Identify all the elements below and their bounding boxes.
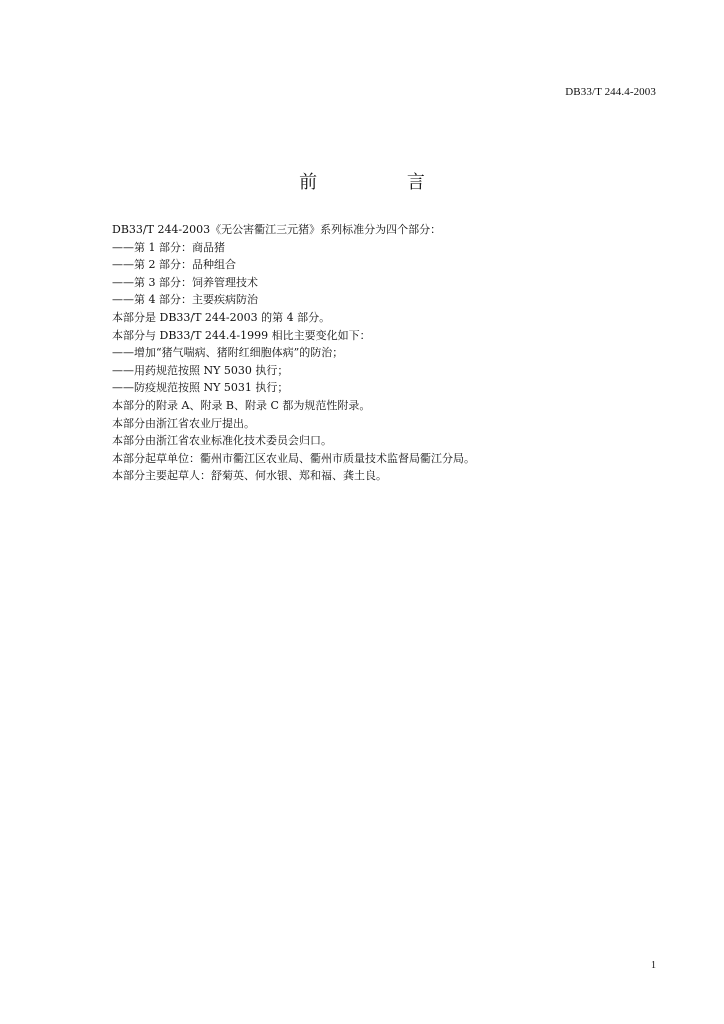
foreword-content xyxy=(112,221,672,485)
foreword-current-part: 本部分是 DB33/T 244-2003 的第 4 部分。 xyxy=(112,310,331,324)
foreword-change-2: ——用药规范按照 NY 5030 执行； xyxy=(112,363,289,377)
foreword-main-drafters: 本部分主要起草人：舒菊英、何水银、郑和福、龚土良。 xyxy=(112,469,387,483)
foreword-part-1: ——第 1 部分：商品猪 xyxy=(112,240,225,254)
document-code: DB33/T 244.4-2003 xyxy=(565,86,656,98)
foreword-series-intro: DB33/T 244-2003《无公害衢江三元猪》系列标准分为四个部分： xyxy=(112,223,442,236)
foreword-change-1: ——增加“猪气喘病、猪附红细胞体病”的防治； xyxy=(112,346,344,360)
foreword-change-3: ——防疫规范按照 NY 5031 执行； xyxy=(112,381,289,395)
foreword-part-3: ——第 3 部分：饲养管理技术 xyxy=(112,275,258,289)
foreword-drafting-units: 本部分起草单位：衢州市衢江区农业局、衢州市质量技术监督局衢江分局。 xyxy=(112,451,475,465)
foreword-appendices: 本部分的附录 A、附录 B、附录 C 都为规范性附录。 xyxy=(112,398,371,412)
page-title: 前 言 xyxy=(299,172,467,194)
foreword-part-2: ——第 2 部分：品种组合 xyxy=(112,258,236,272)
page-number: 1 xyxy=(651,960,656,971)
foreword-part-4: ——第 4 部分：主要疾病防治 xyxy=(112,293,258,307)
foreword-proposer: 本部分由浙江省农业厅提出。 xyxy=(112,416,255,430)
foreword-centralized-by: 本部分由浙江省农业标准化技术委员会归口。 xyxy=(112,434,332,448)
foreword-changes-intro: 本部分与 DB33/T 244.4-1999 相比主要变化如下： xyxy=(112,328,371,342)
